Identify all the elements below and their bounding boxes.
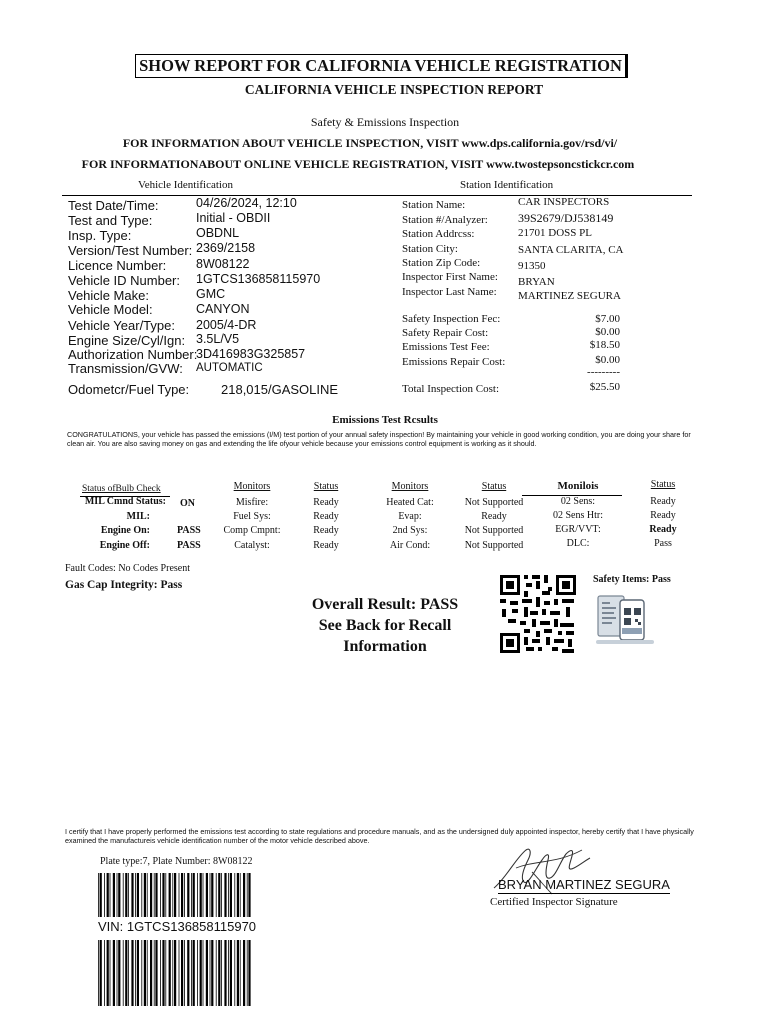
- certification-statement: I certify that I have properly performed the emissions test according to state regulations and procedure manuals, and as the undersigned duly appointed inspector, hereby certify that I have physically examined the manufactureis vehicle identification number of the motor vehicle described above.: [65, 827, 694, 845]
- vehicle-row-value: 2369/2158: [196, 241, 256, 255]
- station-identification-header: Station Identification: [460, 179, 554, 191]
- monitor-name: EGR/VVT:: [555, 524, 601, 535]
- bulb-row-value: PASS: [177, 540, 201, 551]
- monitor-status: Ready: [313, 511, 339, 522]
- plate-info: Plate type:7, Plate Number: 8W08122: [100, 856, 253, 867]
- bulb-row-label: MIL:: [126, 511, 150, 522]
- vehicle-row-label: Vehicle Year/Type:: [68, 318, 175, 333]
- monitor-status: Ready: [313, 540, 339, 551]
- vehicle-row-value: 04/26/2024, 12:10: [196, 196, 297, 210]
- vehicle-row-value: AUTOMATIC: [196, 362, 263, 374]
- station-row-label: Station Addrcss:: [402, 228, 475, 240]
- vehicle-row-label: Insp. Type:: [68, 228, 132, 243]
- vehicle-row-label: Vehicle Model:: [68, 302, 153, 317]
- monitor-name: Catalyst:: [234, 540, 270, 551]
- status-header: Status: [481, 481, 507, 492]
- fee-value: $0.00: [595, 326, 620, 338]
- status-header: Status: [313, 481, 339, 492]
- monitors-header: Monitors: [391, 481, 429, 492]
- vehicle-row-label: Authorization Number:: [68, 347, 198, 362]
- vehicle-row-label: Vehicle Make:: [68, 288, 149, 303]
- vehicle-row-value: 3D416983G325857: [196, 347, 306, 361]
- monitor-name: DLC:: [566, 538, 590, 549]
- overall-result-line: Overall Result: PASS: [311, 596, 459, 613]
- monitor-name: Air Cond:: [389, 540, 431, 551]
- monitor-name: Comp Cmpnt:: [223, 525, 281, 536]
- station-row-label: Station Name:: [402, 199, 466, 211]
- bulb-row-label: MIL Cmnd Status:: [84, 496, 166, 507]
- monitor-name: Evap:: [398, 511, 422, 522]
- monitor-name: 02 Sens:: [560, 496, 596, 507]
- gas-cap-integrity: Gas Cap Integrity: Pass: [65, 579, 183, 591]
- monilois-header: Monilois: [557, 480, 599, 492]
- vehicle-row-value: 8W08122: [196, 257, 250, 271]
- monitor-status: Pass: [654, 538, 672, 549]
- station-row-label: Station City:: [402, 243, 458, 255]
- vehicle-row-value: OBDNL: [196, 226, 240, 240]
- station-row-label: Inspector Last Name:: [402, 286, 497, 298]
- fee-dashes: ---------: [587, 366, 620, 378]
- fee-value: $18.50: [589, 339, 620, 351]
- vin-number: VIN: 1GTCS136858115970: [98, 919, 257, 934]
- plate-barcode-icon: [96, 873, 256, 917]
- vehicle-row-value: 2005/4-DR: [196, 318, 257, 332]
- vehicle-row-value: GMC: [196, 287, 226, 301]
- station-row-value: SANTA CLARITA, CA: [518, 244, 624, 256]
- monitor-status: Ready: [649, 524, 677, 535]
- vehicle-row-label: Licence Number:: [68, 258, 167, 273]
- report-subtitle: CALIFORNIA VEHICLE INSPECTION REPORT: [244, 82, 544, 97]
- monitor-name: 02 Sens Htr:: [553, 510, 603, 521]
- monitor-status: Not Supported: [464, 497, 524, 508]
- bulb-row-label: Engine On:: [100, 525, 150, 536]
- vehicle-row-label: Test Date/Time:: [68, 198, 159, 213]
- safety-emissions-line: Safety & Emissions Inspection: [310, 115, 460, 129]
- monitor-status: Not Supported: [464, 540, 524, 551]
- emissions-results-title: Emissions Test Rcsults: [332, 414, 438, 426]
- monitor-name: Fuel Sys:: [233, 511, 271, 522]
- overall-result-line: See Back for Recall: [318, 617, 452, 634]
- vehicle-row-label: Transmission/GVW:: [68, 361, 183, 376]
- total-cost-label: Total Inspection Cost:: [402, 383, 499, 395]
- bulb-row-value: ON: [180, 498, 195, 509]
- bulb-row-label: Engine Off:: [99, 540, 150, 551]
- monitor-name: Heated Cat:: [386, 497, 434, 508]
- fee-label: Emissions Test Fee:: [402, 341, 490, 353]
- total-cost-value: $25.50: [589, 381, 620, 393]
- bulb-row-value: PASS: [177, 525, 201, 536]
- overall-result: [300, 594, 470, 657]
- bulb-check-header: Status ofBulb Check: [82, 484, 161, 494]
- fee-label: Safety Inspection Fec:: [402, 313, 501, 325]
- station-row-label: Station Zip Code:: [402, 257, 481, 269]
- station-row-value: 39S2679/DJ538149: [518, 211, 614, 225]
- signature-caption: Certified Inspector Signature: [490, 896, 618, 908]
- status-header: Status: [650, 479, 676, 490]
- registration-info-line: FOR INFORMATIONABOUT ONLINE VEHICLE REGISTRATION, VISIT www.twostepsoncstickcr.com: [81, 157, 635, 171]
- monitor-status: Ready: [650, 510, 676, 521]
- monitor-name: Misfire:: [235, 497, 269, 508]
- fee-value: $0.00: [595, 354, 620, 366]
- monitor-status: Not Supported: [464, 525, 524, 536]
- inspector-name: BRYAN MARTINEZ SEGURA: [498, 877, 670, 892]
- monitor-name: 2nd Sys:: [392, 525, 428, 536]
- vehicle-row-value: CANYON: [196, 302, 250, 316]
- station-row-value: 91350: [518, 260, 546, 272]
- phone-scan-icon: [594, 590, 660, 654]
- monitor-status: Ready: [481, 511, 507, 522]
- vehicle-row-label: Engine Size/Cyl/Ign:: [68, 333, 186, 348]
- vehicle-row-label: Version/Test Number:: [68, 243, 193, 258]
- station-row-value: 21701 DOSS PL: [518, 227, 592, 239]
- vehicle-identification-header: Vehicle Identification: [138, 179, 233, 191]
- vehicle-row-value: Initial - OBDII: [196, 211, 271, 225]
- station-row-value: MARTINEZ SEGURA: [518, 290, 621, 302]
- overall-result-line: Information: [343, 638, 427, 655]
- inspection-info-line: FOR INFORMATION ABOUT VEHICLE INSPECTION, VISIT www.dps.california.gov/rsd/vi/: [122, 136, 618, 150]
- safety-items-status: Safety Items: Pass: [593, 574, 671, 585]
- fee-label: Emissions Repair Cost:: [402, 356, 506, 368]
- monitors-header: Monitors: [233, 481, 271, 492]
- congratulations-text: CONGRATULATIONS, your vehicle has passed the emissions (I/M) test portion of your annual safety inspection! By maintaining your vehicle in good working condition, you are doing your share for clean air. You are also saving money on gas and extending the life ofyour vehicle because your emissions control equipment is working as it should.: [67, 430, 691, 448]
- monitor-status: Ready: [313, 525, 339, 536]
- vehicle-row-value: 1GTCS136858115970: [196, 272, 321, 286]
- odometer-value: 218,015/GASOLINE: [221, 382, 339, 397]
- odometer-label: Odometcr/Fuel Type:: [68, 382, 190, 397]
- vehicle-row-label: Test and Type:: [68, 213, 153, 228]
- qr-code-icon: [498, 573, 578, 655]
- fault-codes: Fault Codes: No Codes Present: [65, 563, 190, 574]
- vin-barcode-icon: [96, 940, 256, 1006]
- station-row-value: BRYAN: [518, 276, 555, 288]
- vehicle-row-label: Vehicle ID Number:: [68, 273, 180, 288]
- station-row-value: CAR INSPECTORS: [518, 196, 610, 208]
- fee-value: $7.00: [595, 313, 620, 325]
- station-row-label: Station #/Analyzer:: [402, 214, 488, 226]
- fee-label: Safety Repair Cost:: [402, 327, 489, 339]
- vehicle-row-value: 3.5L/V5: [196, 332, 240, 346]
- report-title: SHOW REPORT FOR CALIFORNIA VEHICLE REGISTRATION: [135, 54, 628, 78]
- monitor-status: Ready: [650, 496, 676, 507]
- station-row-label: Inspector First Name:: [402, 271, 498, 283]
- monitor-status: Ready: [313, 497, 339, 508]
